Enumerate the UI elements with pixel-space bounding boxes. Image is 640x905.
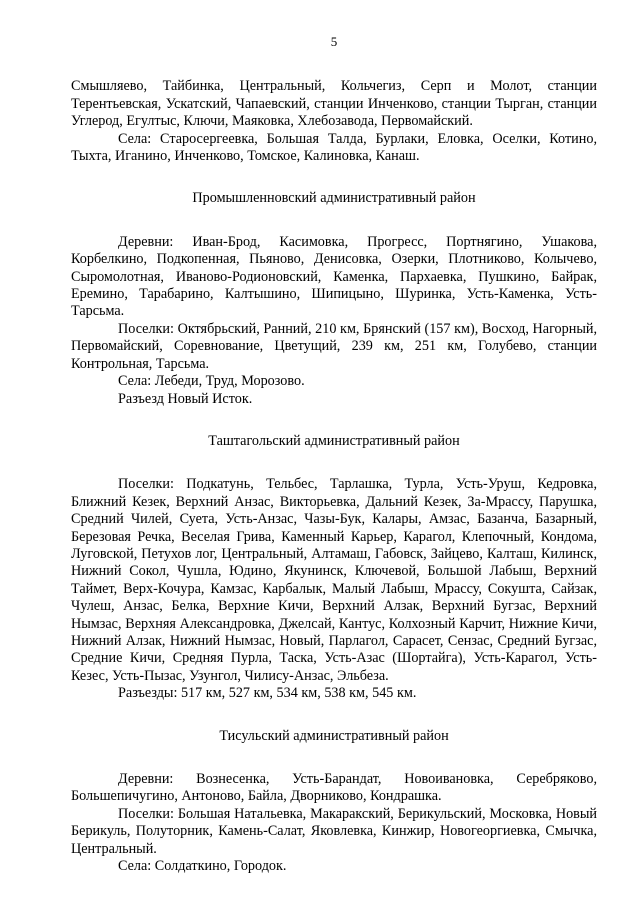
paragraph: Поселки: Октябрьский, Ранний, 210 км, Брянский (157 км), Восход, Нагорный, Первомайский, Соревнование, Цветущий, 239 км, 251 км, Голубево, станции Контрольная, Тарсьма. bbox=[71, 320, 597, 372]
section-promyshlennovsky bbox=[71, 190, 597, 407]
paragraph: Села: Солдаткино, Городок. bbox=[118, 858, 287, 875]
paragraph: Разъезды: 517 км, 527 км, 534 км, 538 км, 545 км. bbox=[118, 685, 417, 702]
section-heading: Промышленновский административный район bbox=[192, 190, 476, 207]
document-page bbox=[71, 33, 597, 875]
section-heading: Тисульский административный район bbox=[219, 727, 449, 744]
paragraph: Поселки: Подкатунь, Тельбес, Тарлашка, Турла, Усть-Уруш, Кедровка, Ближний Кезек, Верхний Анзас, Викторьевка, Дальний Кезек, За-Мрассу, Парушка, Средний Чилей, Суета, Усть-Анзас, Чазы-Бук, Калары, Амзас, Базанча, Базарный, Березовая Речка, Веселая Грива, Каменный Карьер, Карагол, Клепочный, Кондома, Луговской, Петухов лог, Центральный, Алтамаш, Габовск, Зайцево, Калташ, Килинск, Нижний Сокол, Чушла, Юдино, Якунинск, Ключевой, Большой Лабыш, Верхний Таймет, Верх-Кочура, Камзас, Карбалык, Малый Лабыш, Мрассу, Сокушта, Сайзак, Чулеш, Анзас, Белка, Верхние Кичи, Верхний Алзак, Верхний Бугзас, Верхний Нымзас, Верхняя Александровка, Джелсай, Кантус, Колхозный Карчит, Нижние Кичи, Нижний Алзак, Нижний Нымзас, Новый, Парлагол, Сарасет, Сензас, Средний Бугзас, Средние Кичи, Средняя Пурла, Таска, Усть-Азас (Шортайга), Усть-Карагол, Усть-Кезес, Усть-Пызас, Узунгол, Чилису-Анзас, Эльбеза. bbox=[71, 476, 597, 684]
paragraph: Смышляево, Тайбинка, Центральный, Кольчегиз, Серп и Молот, станции Терентьевская, Ускатский, Чапаевский, станции Инченково, станции Тырган, станции Углерод, Егултыс, Ключи, Маяковка, Хлебозавода, Первомайский. bbox=[71, 78, 597, 130]
paragraph: Деревни: Иван-Брод, Касимовка, Прогресс, Портнягино, Ушакова, Корбелкино, Подкопенная, Пьяново, Денисовка, Озерки, Плотниково, Колычево, Сыромолотная, Иваново-Родионовский, Каменка, Пархаевка, Пушкино, Байрак, Еремино, Тарабарино, Калтышино, Шипицыно, Шуринка, Усть-Каменка, Усть-Тарсьма. bbox=[71, 233, 597, 320]
section-continuation bbox=[71, 78, 597, 165]
paragraph: Поселки: Большая Натальевка, Макаракский, Берикульский, Московка, Новый Берикуль, Полуторник, Камень-Салат, Яковлевка, Кинжир, Новогеоргиевка, Смычка, Центральный. bbox=[71, 805, 597, 857]
section-tisulsky bbox=[71, 728, 597, 876]
section-heading: Таштагольский административный район bbox=[208, 432, 460, 449]
page-number: 5 bbox=[330, 34, 338, 49]
paragraph: Деревни: Вознесенка, Усть-Барандат, Новоивановка, Серебряково, Большепичугино, Антоново, Байла, Дворниково, Кондрашка. bbox=[71, 771, 597, 805]
paragraph: Села: Старосергеевка, Большая Талда, Бурлаки, Еловка, Оселки, Котино, Тыхта, Иганино, Инченково, Томское, Калиновка, Канаш. bbox=[71, 130, 597, 165]
paragraph: Села: Лебеди, Труд, Морозово. bbox=[118, 373, 305, 390]
paragraph: Разъезд Новый Исток. bbox=[118, 390, 253, 407]
section-tashtagolsky bbox=[71, 433, 597, 703]
